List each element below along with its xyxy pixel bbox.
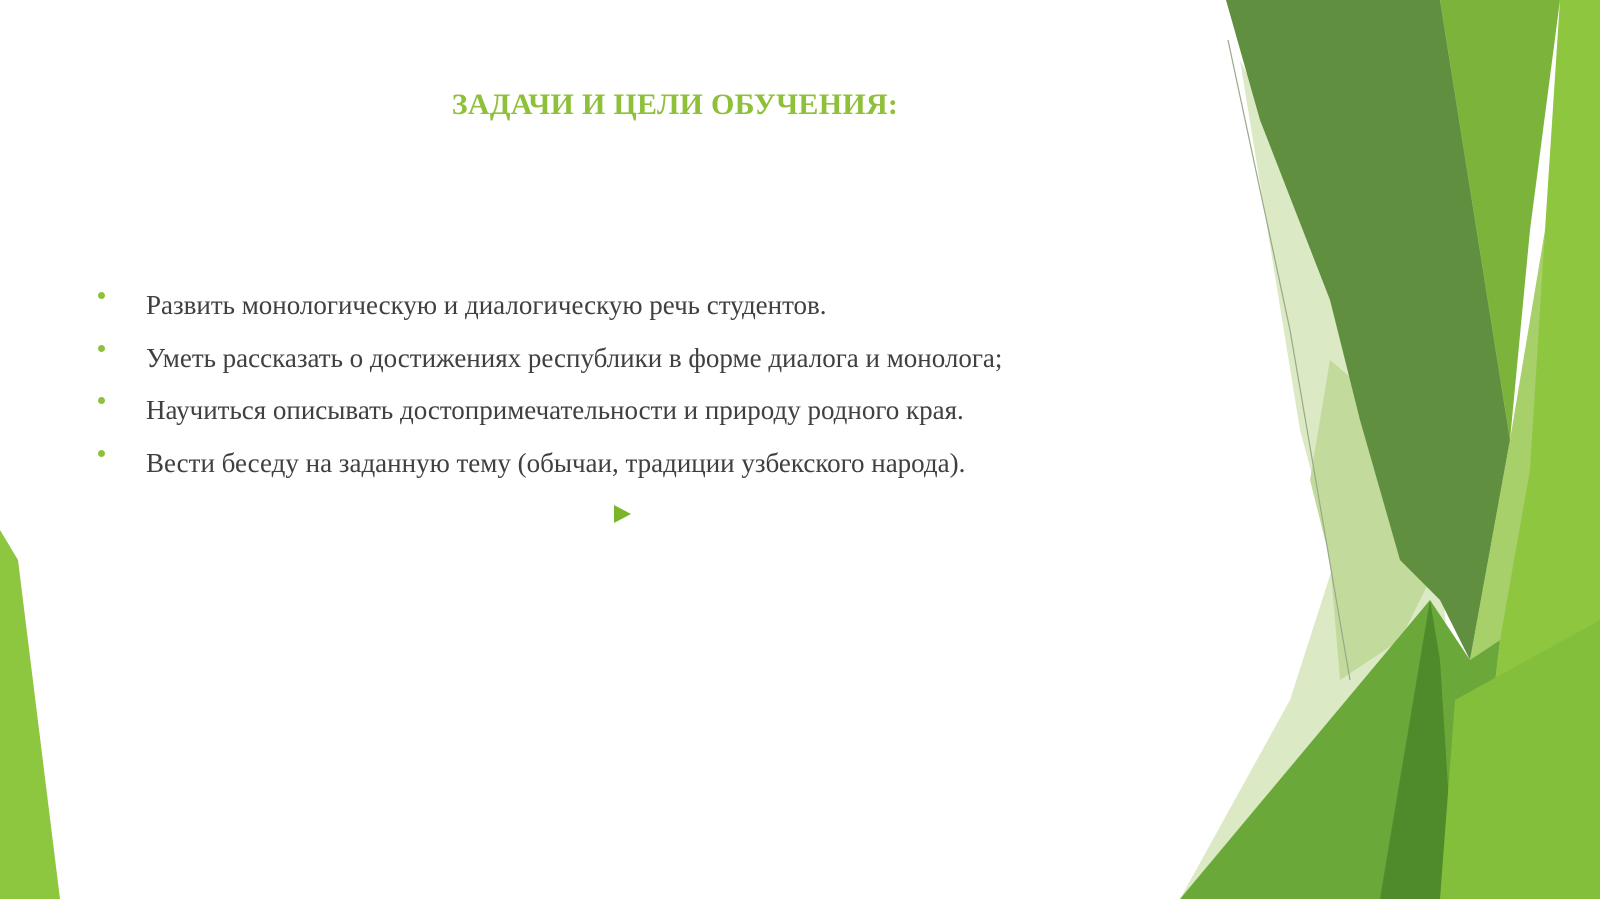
slide-title: ЗАДАЧИ И ЦЕЛИ ОБУЧЕНИЯ: [451, 88, 899, 121]
bullet-item [98, 341, 1002, 394]
bullet-text: Вести беседу на заданную тему (обычаи, традиции узбекского народа). [146, 447, 966, 478]
bullet-item [98, 393, 1002, 446]
right-triangle-icon [614, 505, 631, 523]
left-edge-facet [0, 530, 60, 899]
bullet-dot-icon [98, 450, 105, 457]
bullet-item [98, 288, 1002, 341]
bullet-list [98, 288, 1002, 498]
bullet-text: Научиться описывать достопримечательности и природу родного края. [146, 395, 964, 425]
bullet-text: Уметь рассказать о достижениях республики в форме диалога и монолога; [146, 342, 1003, 373]
bullet-dot-icon [98, 292, 105, 299]
bullet-dot-icon [98, 345, 105, 352]
bullet-text: Развить монологическую и диалогическую речь студентов. [146, 290, 827, 320]
bullet-item [98, 446, 1002, 499]
bullet-dot-icon [98, 397, 105, 404]
